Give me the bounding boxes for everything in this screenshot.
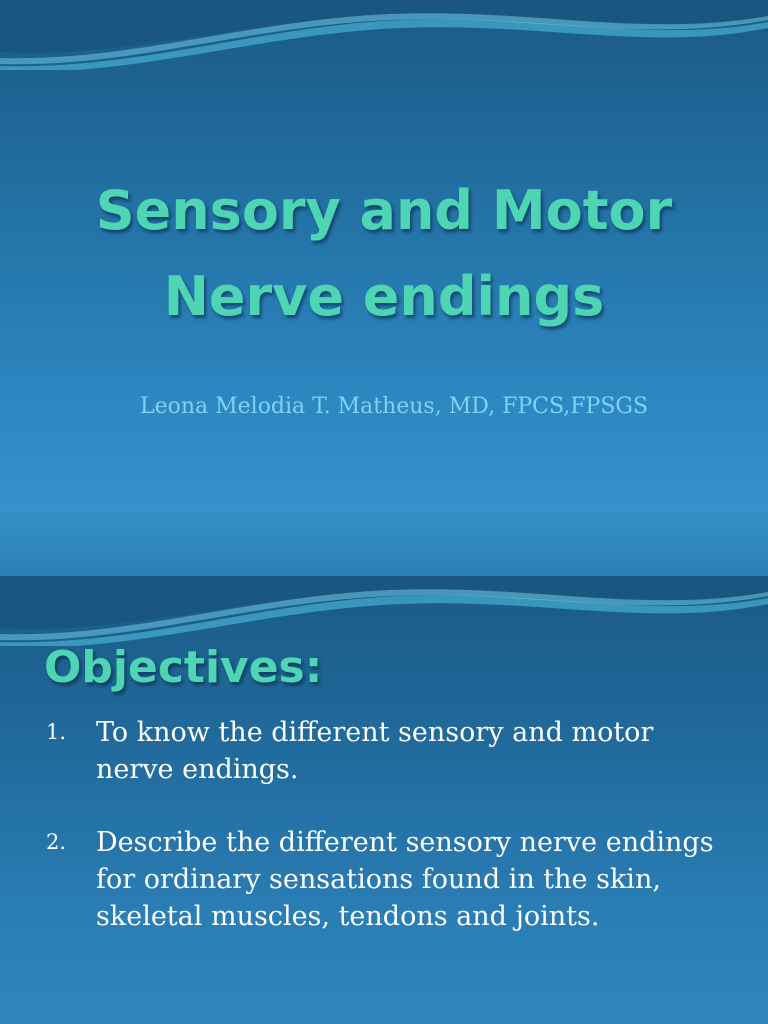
slide-title: Objectives: <box>44 642 323 693</box>
list-item <box>46 824 726 935</box>
list-item-number: 1. <box>46 720 67 744</box>
list-item <box>46 714 726 788</box>
title-line-2: Nerve endings <box>163 265 605 328</box>
slide-title <box>0 168 768 340</box>
list-item-text: To know the different sensory and motor nerve endings. <box>96 717 654 785</box>
list-item-number: 2. <box>46 830 67 854</box>
title-line-1: Sensory and Motor <box>95 179 673 242</box>
list-item-text: Describe the different sensory nerve endings for ordinary sensations found in the skin, skeletal muscles, tendons and joints. <box>96 827 714 932</box>
author-subtitle: Leona Melodia T. Matheus, MD, FPCS,FPSGS <box>139 394 649 419</box>
objectives-list <box>46 714 726 971</box>
objectives-slide <box>0 576 768 1024</box>
slide-gap <box>0 512 768 576</box>
wave-decoration <box>0 576 768 646</box>
wave-decoration <box>0 0 768 70</box>
